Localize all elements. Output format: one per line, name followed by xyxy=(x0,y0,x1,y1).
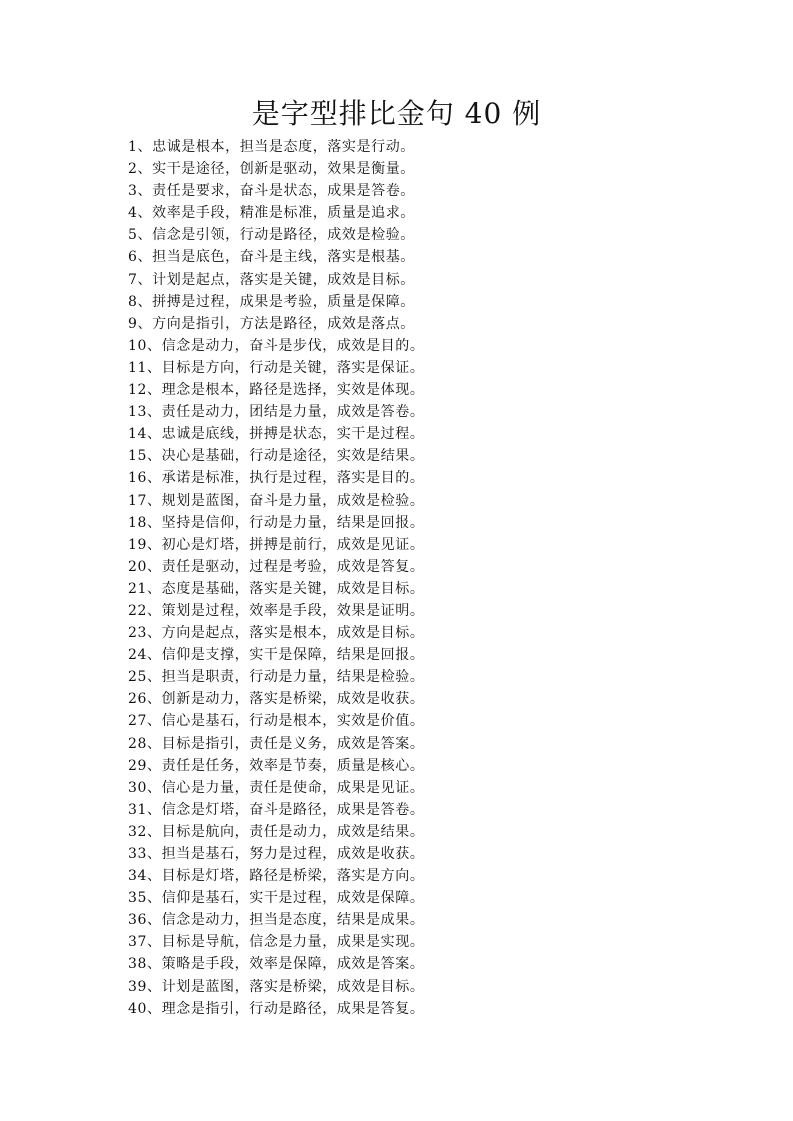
list-item: 18、坚持是信仰，行动是力量，结果是回报。 xyxy=(128,514,425,531)
list-item: 40、理念是指引，行动是路径，成果是答复。 xyxy=(128,1000,425,1017)
list-item: 38、策略是手段，效率是保障，成效是答案。 xyxy=(128,956,425,973)
list-item: 39、计划是蓝图，落实是桥梁，成效是目标。 xyxy=(128,978,425,995)
list-item: 30、信心是力量，责任是使命，成果是见证。 xyxy=(128,779,425,796)
list-item: 6、担当是底色，奋斗是主线，落实是根基。 xyxy=(128,249,415,266)
list-item: 37、目标是导航，信念是力量，成果是实现。 xyxy=(128,934,425,951)
list-item: 11、目标是方向，行动是关键，落实是保证。 xyxy=(128,359,425,376)
list-item: 17、规划是蓝图，奋斗是力量，成效是检验。 xyxy=(128,492,425,509)
list-item: 2、实干是途径，创新是驱动，效果是衡量。 xyxy=(128,161,415,178)
list-item: 31、信念是灯塔，奋斗是路径，成果是答卷。 xyxy=(128,801,425,818)
list-item: 32、目标是航向，责任是动力，成效是结果。 xyxy=(128,823,425,840)
list-item: 3、责任是要求，奋斗是状态，成果是答卷。 xyxy=(128,183,415,200)
list-item: 25、担当是职责，行动是力量，结果是检验。 xyxy=(128,669,425,686)
list-item: 28、目标是指引，责任是义务，成效是答案。 xyxy=(128,735,425,752)
list-item: 19、初心是灯塔，拼搏是前行，成效是见证。 xyxy=(128,536,425,553)
list-item: 36、信念是动力，担当是态度，结果是成果。 xyxy=(128,912,425,929)
sentence-list xyxy=(128,136,424,1020)
list-item: 7、计划是起点，落实是关键，成效是目标。 xyxy=(128,271,415,288)
list-item: 4、效率是手段，精准是标准，质量是追求。 xyxy=(128,205,415,222)
list-item: 16、承诺是标准，执行是过程，落实是目的。 xyxy=(128,470,425,487)
list-item: 9、方向是指引，方法是路径，成效是落点。 xyxy=(128,315,415,332)
list-item: 12、理念是根本，路径是选择，实效是体现。 xyxy=(128,382,425,399)
list-item: 8、拼搏是过程，成果是考验，质量是保障。 xyxy=(128,293,415,310)
list-item: 21、态度是基础，落实是关键，成效是目标。 xyxy=(128,580,425,597)
list-item: 1、忠诚是根本，担当是态度，落实是行动。 xyxy=(128,139,415,155)
list-item: 10、信念是动力，奋斗是步伐，成效是目的。 xyxy=(128,337,425,354)
list-item: 15、决心是基础，行动是途径，实效是结果。 xyxy=(128,448,425,465)
list-item: 23、方向是起点，落实是根本，成效是目标。 xyxy=(128,625,425,642)
list-item: 22、策划是过程，效率是手段，效果是证明。 xyxy=(128,602,425,619)
list-item: 33、担当是基石，努力是过程，成效是收获。 xyxy=(128,846,425,862)
list-item: 20、责任是驱动，过程是考验，成效是答复。 xyxy=(128,558,425,575)
document-title: 是字型排比金句 40 例 xyxy=(251,97,542,130)
list-item: 13、责任是动力，团结是力量，成效是答卷。 xyxy=(128,404,425,421)
list-item: 24、信仰是支撑，实干是保障，结果是回报。 xyxy=(128,647,425,664)
list-item: 29、责任是任务，效率是节奏，质量是核心。 xyxy=(128,757,425,774)
list-item: 34、目标是灯塔，路径是桥梁，落实是方向。 xyxy=(128,868,425,885)
list-item: 5、信念是引领，行动是路径，成效是检验。 xyxy=(128,227,415,244)
list-item: 35、信仰是基石，实干是过程，成效是保障。 xyxy=(128,890,425,907)
list-item: 26、创新是动力，落实是桥梁，成效是收获。 xyxy=(128,691,425,708)
list-item: 27、信心是基石，行动是根本，实效是价值。 xyxy=(128,713,425,730)
list-item: 14、忠诚是底线，拼搏是状态，实干是过程。 xyxy=(128,426,425,443)
